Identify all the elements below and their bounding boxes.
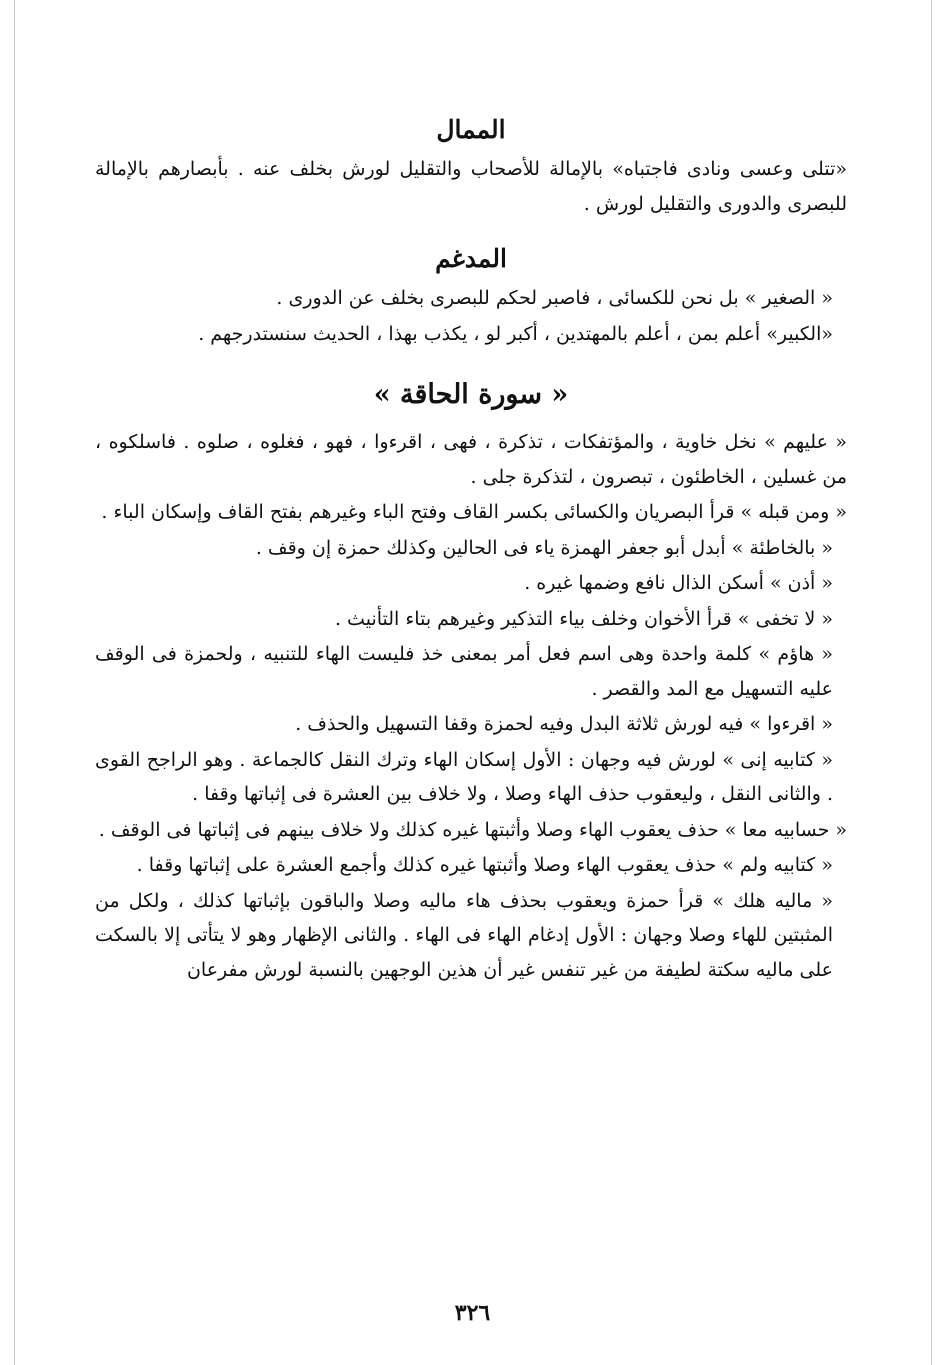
paragraph-bil-khatiah: « بالخاطئة » أبدل أبو جعفر الهمزة ياء فى الحالين وكذلك حمزة إن وقف . — [255, 536, 833, 559]
paragraph-mumal: «تتلى وعسى ونادى فاجتباه» بالإمالة للأصحاب والتقليل لورش بخلف عنه . بأبصارهم بالإمالة للبصرى والدورى والتقليل لورش . — [95, 158, 847, 215]
paragraph-la-takhfa: « لا تخفى » قرأ الأخوان وخلف بياء التذكير وغيرهم بتاء التأنيث . — [334, 607, 833, 630]
paragraph-min-qablihi: « ومن قبله » قرأ البصريان والكسائى بكسر القاف وفتح الباء وغيرهم بفتح القاف وإسكان الباء . — [101, 501, 847, 523]
paragraph-hisabiyah: « حسابيه معا » حذف يعقوب الهاء وصلا وأثبتها غيره كذلك ولا خلاف بينهم فى إثباتها فى الوقف . — [98, 818, 847, 841]
page-number: ٣٢٦ — [454, 1300, 491, 1326]
scan-edge-right — [931, 0, 932, 1365]
paragraph-haaum: « هاؤم » كلمة واحدة وهى اسم فعل أمر بمعنى خذ فليست الهاء للتنبيه ، ولحمزة فى الوقف عليه التسهيل مع المد والقصر . — [95, 643, 833, 700]
scan-edge-left — [14, 0, 15, 1365]
paragraph-iqrau: « اقرءوا » فيه لورش ثلاثة البدل وفيه لحمزة وقفا التسهيل والحذف . — [295, 713, 833, 735]
heading-mumal: الممال — [436, 115, 506, 144]
paragraph-kitabiyah-inni: « كتابيه إنى » لورش فيه وجهان : الأول إسكان الهاء وترك النقل كالجماعة . وهو الراجح القوى . والثانى النقل ، وليعقوب حذف الهاء وصلا ، ولا خلاف بين العشرة فى إثباتها وقفا . — [95, 748, 833, 805]
heading-mudgham: المدغم — [435, 244, 507, 273]
paragraph-kabir: «الكبير» أعلم بمن ، أعلم بالمهتدين ، أكبر لو ، يكذب بهذا ، الحديث سنستدرجهم . — [198, 322, 833, 345]
paragraph-kitabiyah-walam: « كتابيه ولم » حذف يعقوب الهاء وصلا وأثبتها غيره كذلك وأجمع العشرة على إثباتها وقفا . — [136, 854, 833, 876]
paragraph-maliyah: « ماليه هلك » قرأ حمزة ويعقوب بحذف هاء ماليه وصلا والباقون بإثباتها كذلك ، ولكل من المثبتين للهاء وصلا وجهان : الأول إدغام الهاء فى الهاء . والثانى الإظهار وهو لا يتأتى إلا بالسكت على ماليه سكتة لطيفة من غير تنفس غير أن هذين الوجهين بالنسبة لورش مفرعان — [95, 889, 833, 981]
heading-surah: « سورة الحاقة » — [373, 379, 569, 410]
paragraph-udhun: « أذن » أسكن الذال نافع وضمها غيره . — [524, 572, 833, 594]
page-content — [95, 108, 847, 988]
paragraph-saghir: « الصغير » بل نحن للكسائى ، فاصبر لحكم للبصرى بخلف عن الدورى . — [276, 287, 833, 309]
paragraph-alayhim: « عليهم » نخل خاوية ، والمؤتفكات ، تذكرة ، فهى ، اقرءوا ، فهو ، فغلوه ، صلوه . فاسلكوه ، من غسلين ، الخاطئون ، تبصرون ، لتذكرة جلى . — [95, 431, 847, 488]
